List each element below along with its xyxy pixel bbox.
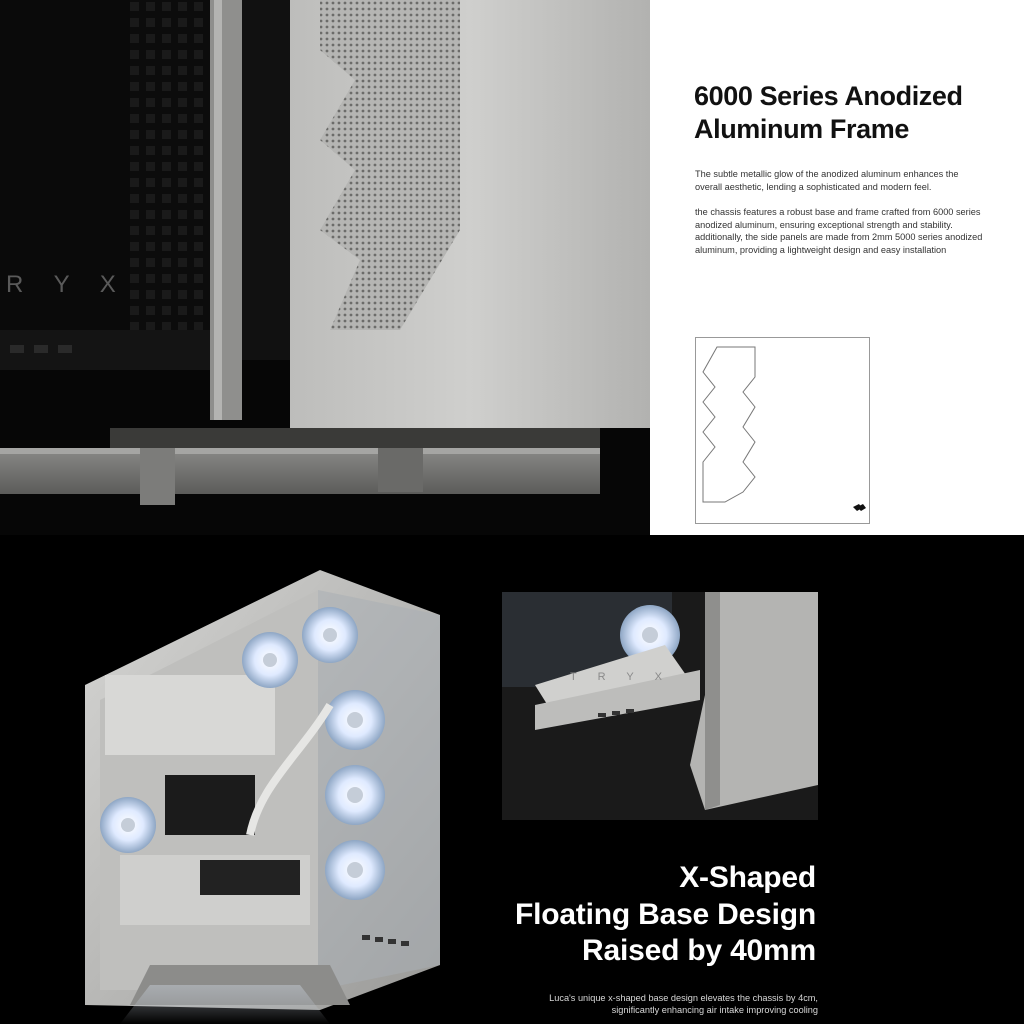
brand-logo: R Y X xyxy=(6,271,128,298)
headline-line3: Raised by 40mm xyxy=(582,934,816,967)
frame-title-line1: 6000 Series Anodized xyxy=(694,81,963,111)
floating-base-section xyxy=(0,535,1024,1024)
case-photo xyxy=(85,570,440,1024)
headline-line1: X-Shaped xyxy=(679,861,816,894)
frame-paragraph-1: The subtle metallic glow of the anodized aluminum enhances the overall aesthetic, lending a sophisticated and modern feel. xyxy=(695,169,959,192)
frame-title-line2: Aluminum Frame xyxy=(694,114,909,144)
frame-closeup-photo xyxy=(0,0,650,535)
base-body-text: Luca's unique x-shaped base design elevates the chassis by 4cm, significantly enhancing air intake improving cooling xyxy=(549,993,818,1016)
side-panel-diagram xyxy=(695,337,875,525)
frame-info-panel xyxy=(650,0,1024,535)
frame-paragraph-2: the chassis features a robust base and frame crafted from 6000 series anodized aluminum, ensuring exceptional strength and stability. additionally, the side panels are made from 2mm 5000 series anodized aluminum, providing a lightweight design and easy installation xyxy=(695,207,983,255)
frame-title xyxy=(694,80,1014,146)
base-closeup-photo xyxy=(502,592,818,820)
headline-line2: Floating Base Design xyxy=(514,897,816,931)
base-headline xyxy=(515,860,816,970)
inset-brand-logo: T R Y X xyxy=(570,671,671,683)
